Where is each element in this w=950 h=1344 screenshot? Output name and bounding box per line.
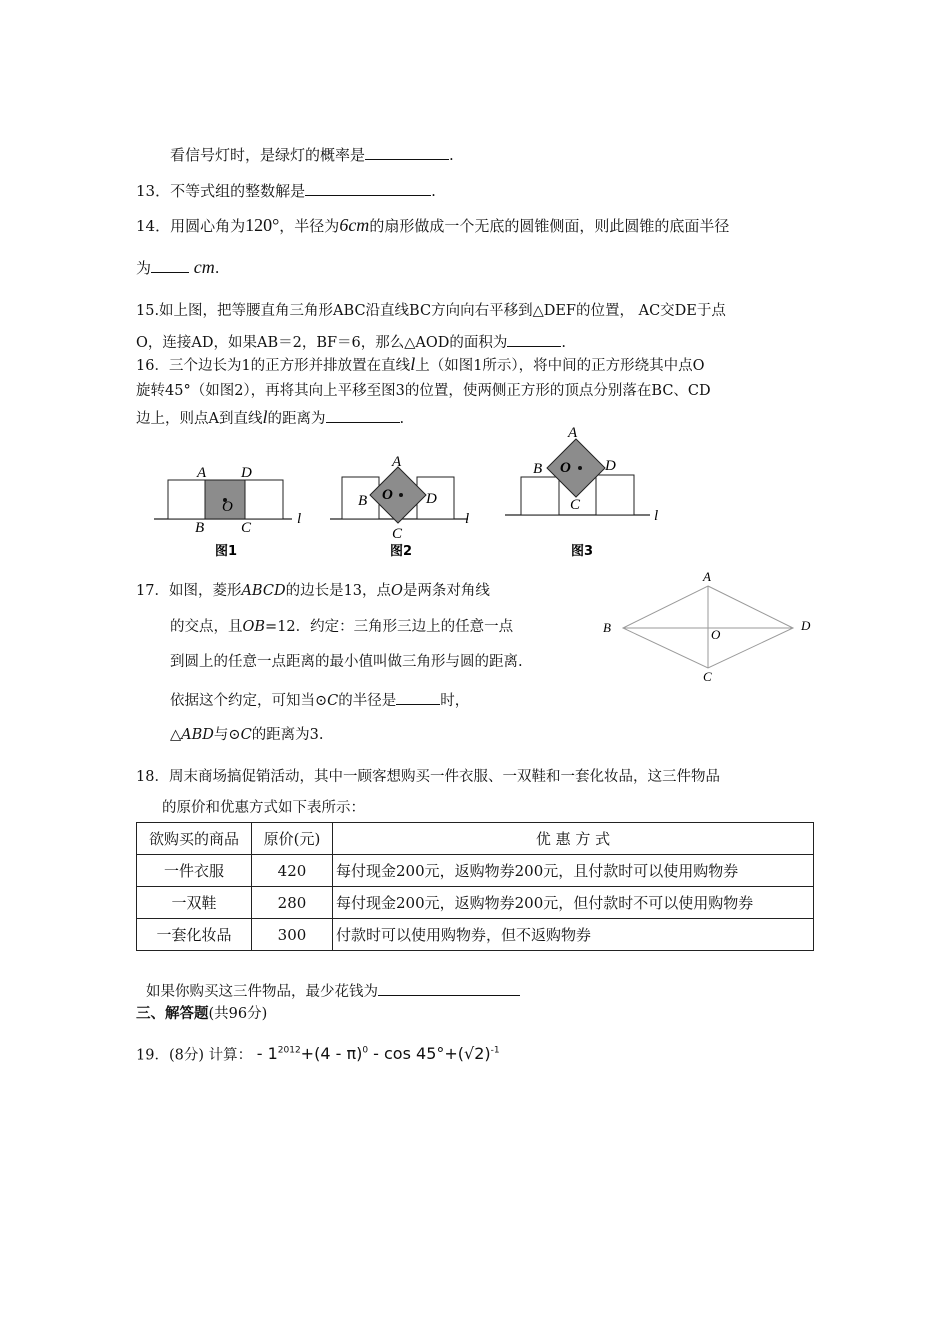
label-a: A: [703, 569, 711, 584]
q14-line1: 14．用圆心角为120°，半径为6cm的扇形做成一个无底的圆锥侧面，则此圆锥的底面半径: [136, 215, 730, 235]
label-b: B: [603, 620, 611, 635]
table-header: 欲购买的商品: [137, 823, 252, 855]
label-b: B: [533, 461, 543, 477]
label-d: D: [426, 491, 437, 507]
table-cell: 一双鞋: [137, 887, 252, 919]
q19-line: 19．(8分) 计算： - $1^{2012}+(4 - \pi)^0 - \cos 45^\circ+(√2)^{-1}$: [136, 1044, 500, 1064]
q18-line1: 18．周末商场搞促销活动，其中一顾客想购买一件衣服、一双鞋和一套化妆品，这三件物品: [136, 769, 720, 785]
square-left: [521, 477, 559, 515]
center-point: [399, 493, 403, 497]
q17-line4: 依据这个约定，可知当⊙C的半径是 时，: [170, 689, 469, 711]
label-d: D: [605, 458, 616, 474]
label-o: O: [711, 627, 721, 642]
table-cell: 420: [252, 855, 333, 887]
answer-blank: [378, 980, 520, 996]
table-row: [137, 855, 814, 887]
q17-line2: 的交点，且OB=12．约定：三角形三边上的任意一点: [170, 619, 514, 635]
label-b: B: [358, 493, 368, 509]
table-row: [137, 887, 814, 919]
label-d: D: [801, 618, 811, 633]
table-header: 原价(元): [252, 823, 333, 855]
label-o: O: [382, 487, 393, 503]
caption: 图2: [390, 544, 413, 559]
label-a: A: [197, 465, 207, 481]
label-c: C: [703, 669, 712, 684]
q15-line2: O，连接AD，如果AB＝2，BF＝6，那么△AOD的面积为 .: [136, 331, 566, 353]
answer-blank: [365, 144, 449, 160]
center-point: [578, 466, 582, 470]
table-cell: 一件衣服: [137, 855, 252, 887]
square-figures: [150, 425, 680, 565]
figure-3: [505, 425, 658, 559]
section-3-heading: 三、解答题(共96分): [136, 1005, 268, 1022]
table-header-row: [137, 823, 814, 855]
q16-line1: 16．三个边长为1的正方形并排放置在直线l上（如图1所示），将中间的正方形绕其中点O: [136, 354, 705, 374]
table-cell: 每付现金200元，返购物券200元，且付款时可以使用购物券: [333, 855, 814, 887]
caption: 图1: [215, 544, 238, 559]
answer-blank: [326, 407, 400, 423]
label-l: l: [654, 508, 659, 524]
table-header: 优 惠 方 式: [333, 823, 814, 855]
q14-line2: 为 cm.: [136, 257, 220, 277]
q18-line2: 的原价和优惠方式如下表所示：: [162, 800, 365, 816]
q12-line: 看信号灯时，是绿灯的概率是 .: [170, 146, 454, 164]
q16-line3: 边上，则点A到直线l的距离为 .: [136, 407, 405, 427]
label-l: l: [465, 511, 470, 527]
label-c: C: [392, 526, 403, 542]
q13-line: 13．不等式组的整数解是 .: [136, 182, 436, 200]
figure-1: [154, 465, 301, 559]
q15-line1: 15.如上图，把等腰直角三角形ABC沿直线BC方向向右平移到△DEF的位置， AC交DE于点: [136, 303, 726, 319]
square-right: [596, 475, 634, 515]
table-cell: 每付现金200元，返购物券200元，但付款时不可以使用购物券: [333, 887, 814, 919]
label-a: A: [392, 454, 402, 470]
square-left: [168, 480, 205, 519]
label-c: C: [570, 497, 581, 513]
label-a: A: [568, 425, 578, 441]
square-right: [245, 480, 283, 519]
answer-blank: [507, 331, 561, 347]
table-cell: 一套化妆品: [137, 919, 252, 951]
table-cell: 280: [252, 887, 333, 919]
table-cell: 300: [252, 919, 333, 951]
answer-blank: [396, 689, 440, 705]
figure-2: [330, 454, 469, 559]
label-o: O: [560, 460, 571, 476]
q17-line1: 17．如图，菱形ABCD的边长是13，点O是两条对角线: [136, 583, 490, 599]
caption: 图3: [571, 544, 594, 559]
q17-line3: 到圆上的任意一点距离的最小值叫做三角形与圆的距离.: [170, 654, 523, 670]
label-l: l: [297, 511, 302, 527]
answer-blank: [305, 180, 431, 196]
q17-line5: △ABD与⊙C的距离为3.: [170, 727, 324, 743]
label-c: C: [241, 520, 252, 536]
table-row: [137, 919, 814, 951]
label-o: O: [222, 499, 233, 515]
price-table: [136, 822, 814, 951]
q16-line2: 旋转45°（如图2），再将其向上平移至图3的位置，使两侧正方形的顶点分别落在BC、CD: [136, 383, 711, 399]
q19-expression: - $1^{2012}+(4 - \pi)^0 - \cos 45^\circ+(√2)^{-1}$: [256, 1044, 500, 1064]
table-cell: 付款时可以使用购物券，但不返购物券: [333, 919, 814, 951]
q18-answer-line: 如果你购买这三件物品，最少花钱为: [146, 980, 520, 1002]
rhombus-figure: [595, 568, 825, 688]
label-d: D: [241, 465, 252, 481]
answer-blank: [151, 257, 189, 273]
label-b: B: [195, 520, 205, 536]
